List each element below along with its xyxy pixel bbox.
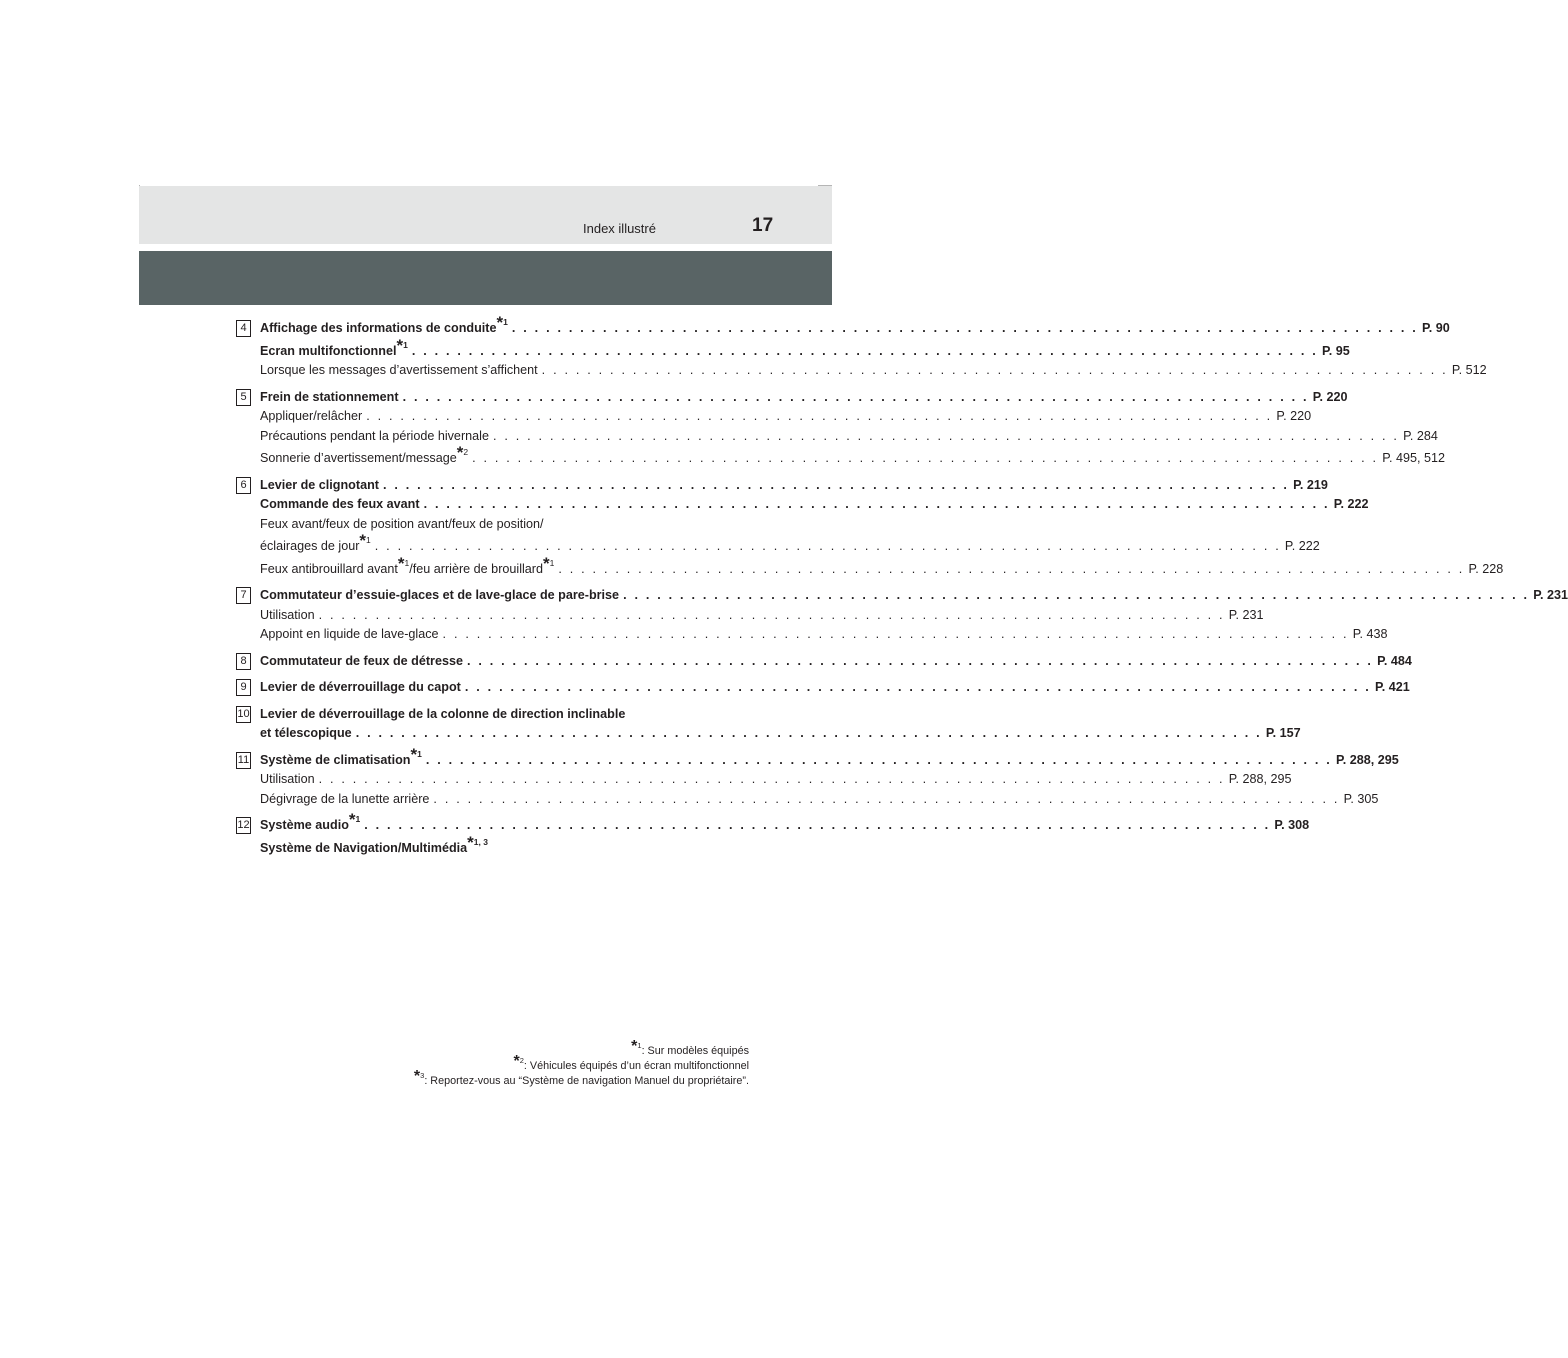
entry-label xyxy=(260,625,439,645)
entry-label xyxy=(260,705,625,725)
entry-text: Commande des feux avant xyxy=(260,497,420,511)
index-row xyxy=(260,443,1446,469)
footnote-asterisk: * xyxy=(543,553,550,573)
dot-leader: . . . . . . . . . . . . . . . . . . . . . . . . . . . . . . . . . . . . . . . . . . . . . . . . . . . . . . . . . . . . . . . . . . . . . . . . . . . . . . . . xyxy=(433,791,1340,806)
entry-label xyxy=(260,770,315,790)
dot-leader: . . . . . . . . . . . . . . . . . . . . . . . . . . . . . . . . . . . . . . . . . . . . . . . . . . . . . . . . . . . . . . . . . . . . . . . . . . . . . . . . xyxy=(541,363,1448,377)
index-row xyxy=(260,678,1410,698)
page-reference: P. 220 xyxy=(1312,389,1348,404)
index-row xyxy=(260,476,1328,496)
entry-text: Précautions pendant la période hivernale xyxy=(260,428,489,443)
entry-label xyxy=(260,531,371,557)
page-reference: P. 438 xyxy=(1352,627,1388,641)
page-reference: P. 220 xyxy=(1276,409,1312,423)
entry-text: Levier de déverrouillage du capot xyxy=(260,680,461,694)
page-reference: P. 95 xyxy=(1321,343,1350,358)
page-reference: P. 421 xyxy=(1375,680,1410,694)
dot-leader: . . . . . . . . . . . . . . . . . . . . . . . . . . . . . . . . . . . . . . . . . . . . . . . . . . . . . . . . . . . . . . . . . . . . . . . . . . . . . . . . xyxy=(425,752,1332,767)
entry-text: Affichage des informations de conduite xyxy=(260,321,497,335)
dot-leader: . . . . . . . . . . . . . . . . . . . . . . . . . . . . . . . . . . . . . . . . . . . . . . . . . . . . . . . . . . . . . . . . . . . . . . . . . . . . . . . . xyxy=(355,726,1262,740)
dot-leader: . . . . . . . . . . . . . . . . . . . . . . . . . . . . . . . . . . . . . . . . . . . . . . . . . . . . . . . . . . . . . . . . . . . . . . . . . . . . . . . . xyxy=(382,477,1290,492)
footnote-number: 1 xyxy=(503,317,508,327)
dot-leader: . . . . . . . . . . . . . . . . . . . . . . . . . . . . . . . . . . . . . . . . . . . . . . . . . . . . . . . . . . . . . . . . . . . . . . . . . . . . . . . . xyxy=(466,653,1374,668)
item-number-box: 11 xyxy=(236,752,251,769)
page-reference: P. 512 xyxy=(1451,363,1487,377)
page-number: 17 xyxy=(752,215,774,236)
entry-text: Utilisation xyxy=(260,607,315,622)
footnote-number: 1 xyxy=(549,557,555,568)
index-row xyxy=(260,586,1568,606)
footnote-asterisk: * xyxy=(359,531,367,550)
index-row xyxy=(260,810,1310,836)
footnote-line xyxy=(414,1038,749,1059)
header-title: Index illustré xyxy=(583,221,656,236)
dot-leader: . . . . . . . . . . . . . . . . . . . . . . . . . . . . . . . . . . . . . . . . . . . . . . . . . . . . . . . . . . . . . . . . . . . . . . . . . . . . . . . . xyxy=(402,389,1309,404)
page-reference: P. 308 xyxy=(1274,818,1310,832)
footnote-number: 1 xyxy=(355,814,361,824)
dot-leader: . . . . . . . . . . . . . . . . . . . . . . . . . . . . . . . . . . . . . . . . . . . . . . . . . . . . . . . . . . . . . . . . . . . . . . . . . . . . . . . . xyxy=(442,627,1349,641)
index-entries xyxy=(236,313,1568,865)
entry-label xyxy=(260,515,544,535)
footnote-asterisk: * xyxy=(513,1053,520,1070)
entry-text: Ecran multifonctionnel xyxy=(260,343,397,358)
entry-text: éclairages de jour xyxy=(260,539,360,553)
entry-text: Commutateur d’essuie-glaces et de lave-glace de pare-brise xyxy=(260,588,620,602)
index-group xyxy=(236,744,1399,810)
entry-text: Frein de stationnement xyxy=(260,389,399,404)
entry-label xyxy=(260,335,408,362)
entry-label xyxy=(260,678,461,698)
entry-text: Système de Navigation/Multimédia xyxy=(260,840,468,855)
dot-leader: . . . . . . . . . . . . . . . . . . . . . . . . . . . . . . . . . . . . . . . . . . . . . . . . . . . . . . . . . . . . . . . . . . . . . . . . . . . . . . . . xyxy=(318,772,1225,786)
entry-label xyxy=(260,553,555,580)
index-row xyxy=(260,388,1348,408)
entry-text: Commutateur de feux de détresse xyxy=(260,653,463,668)
index-group xyxy=(236,476,1504,580)
dot-leader: . . . . . . . . . . . . . . . . . . . . . . . . . . . . . . . . . . . . . . . . . . . . . . . . . . . . . . . . . . . . . . . . . . . . . . . . . . . . . . . . xyxy=(492,428,1400,443)
page-reference: P. 484 xyxy=(1377,653,1412,668)
item-number-box: 10 xyxy=(236,706,251,723)
footnotes xyxy=(413,1038,749,1089)
page-reference: P. 495, 512 xyxy=(1382,451,1446,465)
footnote-number: 3 xyxy=(420,1071,425,1080)
index-row xyxy=(260,515,724,535)
entry-label xyxy=(260,443,469,469)
index-row xyxy=(260,606,1264,626)
page-reference: P. 228 xyxy=(1468,561,1504,576)
dot-leader: . . . . . . . . . . . . . . . . . . . . . . . . . . . . . . . . . . . . . . . . . . . . . . . . . . . . . . . . . . . . . . . . . . . . . . . . . . . . . . . . xyxy=(558,561,1465,576)
footnote-asterisk: * xyxy=(348,810,356,829)
index-group xyxy=(236,652,1412,672)
footnote-number: 1 xyxy=(366,535,371,545)
entry-label xyxy=(260,476,379,496)
dot-leader: . . . . . . . . . . . . . . . . . . . . . . . . . . . . . . . . . . . . . . . . . . . . . . . . . . . . . . . . . . . . . . . . . . . . . . . . . . . . . . . . xyxy=(411,343,1318,358)
page-reference: P. 219 xyxy=(1293,477,1328,492)
entry-label xyxy=(260,790,429,810)
footnote-number: 1, 3 xyxy=(473,836,488,847)
index-group xyxy=(236,388,1446,469)
dot-leader: . . . . . . . . . . . . . . . . . . . . . . . . . . . . . . . . . . . . . . . . . . . . . . . . . . . . . . . . . . . . . . . . . . . . . . . . . . . . . . . . xyxy=(364,818,1271,832)
index-group xyxy=(236,313,1487,381)
footnote-asterisk: * xyxy=(631,1038,638,1055)
item-number-box: 6 xyxy=(236,477,251,494)
entry-label xyxy=(260,361,538,381)
footnote-number: 2 xyxy=(463,447,469,457)
page-reference: P. 222 xyxy=(1284,539,1320,553)
page-reference: P. 157 xyxy=(1265,726,1301,740)
index-row xyxy=(260,495,1369,515)
dot-leader: . . . . . . . . . . . . . . . . . . . . . . . . . . . . . . . . . . . . . . . . . . . . . . . . . . . . . . . . . . . . . . . . . . . . . . . . . . . . . . . . xyxy=(366,409,1273,423)
entry-text: Sonnerie d’avertissement/message xyxy=(260,451,457,465)
entry-text: Levier de déverrouillage de la colonne de direction inclinable xyxy=(260,706,626,721)
footnote-line xyxy=(413,1068,749,1089)
footnote-asterisk: * xyxy=(410,744,418,764)
entry-label xyxy=(260,313,508,339)
footnote-text: : Sur modèles équipés xyxy=(641,1045,749,1057)
item-number-box: 5 xyxy=(236,389,251,406)
entry-text-continued: /feu arrière de brouillard xyxy=(409,561,543,576)
index-row xyxy=(260,744,1399,771)
index-group xyxy=(236,586,1568,645)
page-reference: P. 284 xyxy=(1403,428,1438,443)
index-row xyxy=(260,832,724,859)
item-number-box: 12 xyxy=(236,817,251,834)
entry-text: Dégivrage de la lunette arrière xyxy=(260,791,430,806)
entry-text: et télescopique xyxy=(260,726,352,740)
index-row xyxy=(260,361,1487,381)
index-row xyxy=(260,625,1388,645)
entry-text: Appliquer/relâcher xyxy=(260,409,363,423)
footnote-asterisk: * xyxy=(496,313,504,332)
page-reference: P. 90 xyxy=(1422,321,1450,335)
index-row xyxy=(260,705,724,725)
footnote-asterisk: * xyxy=(467,832,474,852)
entry-label xyxy=(260,407,362,427)
index-row xyxy=(260,553,1504,580)
index-row xyxy=(260,724,1301,744)
footnote-number: 2 xyxy=(519,1056,524,1065)
item-number-box: 9 xyxy=(236,679,251,696)
entry-label xyxy=(260,606,315,626)
footnote-text: : Véhicules équipés d’un écran multifonctionnel xyxy=(523,1060,749,1072)
dot-leader: . . . . . . . . . . . . . . . . . . . . . . . . . . . . . . . . . . . . . . . . . . . . . . . . . . . . . . . . . . . . . . . . . . . . . . . . . . . . . . . . xyxy=(374,539,1281,553)
entry-label xyxy=(260,495,420,515)
entry-label xyxy=(260,724,352,744)
dot-leader: . . . . . . . . . . . . . . . . . . . . . . . . . . . . . . . . . . . . . . . . . . . . . . . . . . . . . . . . . . . . . . . . . . . . . . . . . . . . . . . . xyxy=(623,588,1530,602)
index-group xyxy=(236,678,1410,698)
entry-text: Levier de clignotant xyxy=(260,477,379,492)
item-number-box: 8 xyxy=(236,653,251,670)
entry-text: Système de climatisation xyxy=(260,752,411,767)
dot-leader: . . . . . . . . . . . . . . . . . . . . . . . . . . . . . . . . . . . . . . . . . . . . . . . . . . . . . . . . . . . . . . . . . . . . . . . . . . . . . . . . xyxy=(423,497,1330,511)
entry-text: Appoint en liquide de lave-glace xyxy=(260,627,439,641)
entry-text: Système audio xyxy=(260,818,349,832)
section-band xyxy=(139,251,832,305)
page-reference: P. 288, 295 xyxy=(1228,772,1292,786)
footnote-number: 1 xyxy=(403,339,408,350)
index-group xyxy=(236,705,1301,744)
entry-text: Utilisation xyxy=(260,772,315,786)
index-row xyxy=(260,652,1412,672)
footnote-line xyxy=(414,1053,749,1074)
entry-label xyxy=(260,427,489,447)
entry-text: Lorsque les messages d’avertissement s’affichent xyxy=(260,363,538,377)
item-number-box: 7 xyxy=(236,587,251,604)
entry-label xyxy=(260,652,463,672)
dot-leader: . . . . . . . . . . . . . . . . . . . . . . . . . . . . . . . . . . . . . . . . . . . . . . . . . . . . . . . . . . . . . . . . . . . . . . . . . . . . . . . . xyxy=(511,321,1419,335)
entry-label xyxy=(260,832,488,859)
entry-label xyxy=(260,744,422,771)
footnote-number: 1 xyxy=(637,1041,642,1050)
entry-label xyxy=(260,586,619,606)
page-reference: P. 222 xyxy=(1333,497,1369,511)
dot-leader: . . . . . . . . . . . . . . . . . . . . . . . . . . . . . . . . . . . . . . . . . . . . . . . . . . . . . . . . . . . . . . . . . . . . . . . . . . . . . . . . xyxy=(472,451,1379,465)
page-reference: P. 288, 295 xyxy=(1336,752,1399,767)
index-row xyxy=(260,407,1312,427)
index-row xyxy=(260,313,1450,339)
page-reference: P. 231 xyxy=(1533,588,1568,602)
page-reference: P. 231 xyxy=(1228,607,1264,622)
footnote-text: : Reportez-vous au “Système de navigation Manuel du propriétaire”. xyxy=(424,1075,749,1087)
index-row xyxy=(260,335,1350,362)
footnote-asterisk: * xyxy=(413,1068,421,1085)
index-row xyxy=(260,427,1438,447)
page-reference: P. 305 xyxy=(1343,791,1379,806)
entry-label xyxy=(260,810,361,836)
entry-label xyxy=(260,388,399,408)
item-number-box: 4 xyxy=(236,320,251,337)
index-row xyxy=(260,531,1320,557)
footnote-asterisk: * xyxy=(456,443,464,462)
dot-leader: . . . . . . . . . . . . . . . . . . . . . . . . . . . . . . . . . . . . . . . . . . . . . . . . . . . . . . . . . . . . . . . . . . . . . . . . . . . . . . . . xyxy=(318,607,1225,622)
footnote-asterisk: * xyxy=(397,553,405,573)
footnote-number: 1 xyxy=(417,748,422,759)
index-row xyxy=(260,770,1292,790)
index-group xyxy=(236,810,1310,858)
footnote-asterisk: * xyxy=(396,335,404,355)
dot-leader: . . . . . . . . . . . . . . . . . . . . . . . . . . . . . . . . . . . . . . . . . . . . . . . . . . . . . . . . . . . . . . . . . . . . . . . . . . . . . . . . xyxy=(464,680,1372,694)
header-bar xyxy=(139,186,832,244)
entry-text: Feux avant/feux de position avant/feux de position/ xyxy=(260,516,544,531)
entry-text: Feux antibrouillard avant xyxy=(260,561,398,576)
footnote-number: 1 xyxy=(404,557,410,568)
index-row xyxy=(260,790,1379,810)
